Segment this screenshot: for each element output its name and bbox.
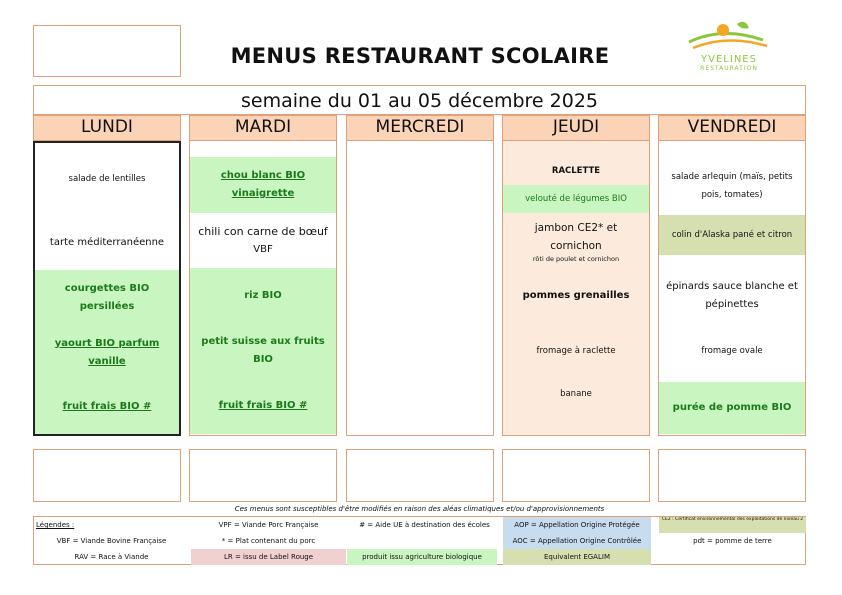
jeudi-main [503,213,649,269]
day-header-mercredi: MERCREDI [346,115,494,141]
menu-item-text: petit suisse aux fruits BIO [201,335,325,365]
menu-item-text: fruit frais BIO # [62,401,152,412]
mardi-dessert [190,378,336,434]
day-header-mardi: MARDI [189,115,337,141]
legend-pdt: pdt = pomme de terre [693,537,772,545]
mardi-side [190,268,336,323]
jeudi-starter [503,185,649,213]
yvelines-logo [683,18,775,76]
menu-item-text: pommes grenailles [522,290,630,301]
column-vendredi [658,141,806,436]
page-title: MENUS RESTAURANT SCOLAIRE [230,44,610,68]
logo-subtitle: RESTAURATION [700,65,758,72]
legend-aoc: AOC = Appellation Origine Contrôlée [503,533,651,549]
menu-item-text: fruit frais BIO # [218,400,308,411]
legend-table [33,516,806,565]
jeudi-dessert [503,378,649,410]
legend-bio: produit issu agriculture biologique [347,549,497,565]
mardi-main [190,213,336,268]
legend-ce2: CE2 : Certificat environnemental des exploitations de niveau 2 [659,517,806,533]
day-header-lundi: LUNDI [33,115,181,141]
week-label: semaine du 01 au 05 décembre 2025 [33,85,806,115]
snack-cell-lundi [33,449,181,502]
legend-aide-ue: # = Aide UE à destination des écoles [359,521,490,529]
menu-item-text: colin d'Alaska pané et citron [671,230,793,240]
vendredi-dessert [659,382,805,434]
legend-rav: RAV = Race à Viande [74,553,149,561]
menu-item-text: chili con carne de bœuf [198,224,328,238]
menu-item-alternative: rôti de poulet et cornichon [532,254,620,263]
snack-cell-vendredi [658,449,806,502]
empty-logo-frame [33,25,181,77]
legend-label-rouge: LR = issu de Label Rouge [191,549,346,565]
vendredi-starter [659,157,805,215]
legend-aop: AOP = Appellation Origine Protégée [503,517,651,533]
menu-item-text: banane [560,389,592,399]
vendredi-main [659,215,805,255]
vendredi-side [659,269,805,323]
legend-egalim: Equivalent EGALIM [503,549,651,565]
column-mercredi [346,141,494,436]
column-mardi [189,141,337,436]
lundi-side [35,270,179,325]
lundi-dessert [35,380,179,434]
day-header-vendredi: VENDREDI [658,115,806,141]
menu-item-text: purée de pomme BIO [672,402,792,413]
legend-vbf: VBF = Viande Bovine Française [56,537,167,545]
menu-item-text: salade de lentilles [68,174,146,184]
column-lundi [33,141,181,436]
snack-cell-mardi [189,449,337,502]
snack-cell-mercredi [346,449,494,502]
menu-item-text: fromage à raclette [536,345,616,356]
jeudi-theme [503,157,649,185]
column-jeudi [502,141,650,436]
vendredi-dairy [659,323,805,378]
snack-cell-jeudi [502,449,650,502]
menu-item-text: yaourt BIO parfum vanille [54,337,160,367]
legend-plat-porc: * = Plat contenant du porc [221,537,316,545]
menu-item-text: RACLETTE [551,166,601,176]
day-header-jeudi: JEUDI [502,115,650,141]
lundi-starter [35,143,179,215]
legend-vpf: VPF = Viande Porc Française [218,521,319,529]
menu-item-text: fromage ovale [701,345,763,356]
menu-item-text: courgettes BIO persillées [64,282,150,312]
lundi-main [35,215,179,270]
jeudi-side [503,269,649,323]
legend-title: Légendes : [36,521,75,529]
leaf-logo-icon [683,18,775,58]
menu-item-text: velouté de légumes BIO [525,194,627,204]
mardi-starter [190,157,336,213]
lundi-dairy [35,325,179,380]
logo-brand: YVELINES [701,54,757,65]
mardi-dairy [190,323,336,378]
jeudi-dairy [503,323,649,378]
menu-item-text: épinards sauce blanche et pépinettes [666,281,798,310]
menu-item-text: jambon CE2* et cornichon [534,221,618,252]
menu-item-text: riz BIO [244,289,282,301]
menu-item-text: chou blanc BIO vinaigrette [220,170,306,199]
disclaimer-notice: Ces menus sont susceptibles d'être modifiés en raison des aléas climatiques et/ou d'approvisionnements [234,505,605,513]
menu-item-text: tarte méditerranéenne [49,236,165,248]
menu-item-label: VBF [253,243,273,255]
menu-item-text: salade arlequin (maïs, petits pois, tomates) [671,172,793,200]
